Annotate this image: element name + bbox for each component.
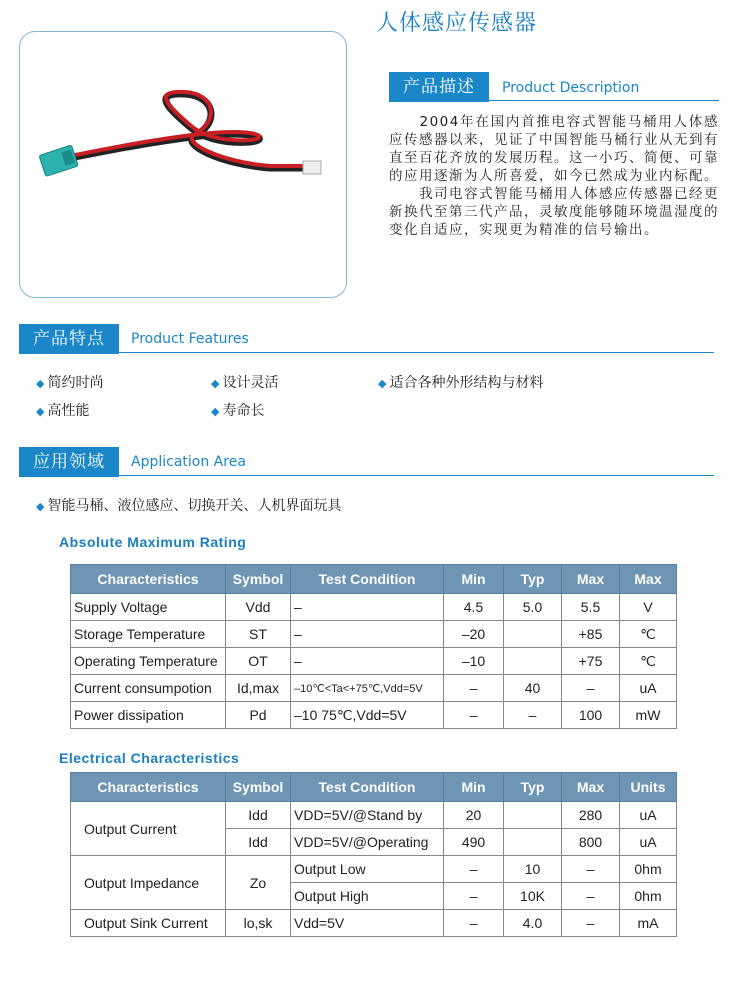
page-title: 人体感应传感器 bbox=[376, 11, 538, 36]
description-tab: 产品描述 bbox=[389, 72, 489, 102]
description-paragraph-1: 2004年在国内首推电容式智能马桶用人体感应传感器以来，见证了中国智能马桶行业从无到有直至百花齐放的发展历程。这一小巧、简便、可靠的应用逐渐为人所喜爱，如今已然成为业内标配。 bbox=[389, 114, 719, 184]
column-header: Characteristics bbox=[71, 565, 226, 594]
cell: Id,max bbox=[226, 675, 291, 702]
cell: +75 bbox=[562, 648, 620, 675]
cell: – bbox=[562, 883, 620, 910]
description-paragraph-2: 我司电容式智能马桶用人体感应传感器已经更新换代至第三代产品，灵敏度能够随环境温湿度的变化自适应，实现更为精准的信号输出。 bbox=[389, 186, 719, 238]
cell bbox=[504, 829, 562, 856]
cell: Vdd=5V bbox=[291, 910, 444, 937]
cell: Output High bbox=[291, 883, 444, 910]
cell: 10 bbox=[504, 856, 562, 883]
divider bbox=[19, 352, 714, 353]
cell: VDD=5V/@Operating bbox=[291, 829, 444, 856]
cell: 100 bbox=[562, 702, 620, 729]
divider bbox=[19, 475, 714, 476]
diamond-bullet-icon: ◆ bbox=[36, 377, 45, 390]
cell: 5.5 bbox=[562, 594, 620, 621]
cell: 280 bbox=[562, 802, 620, 829]
cell bbox=[504, 802, 562, 829]
cell: ℃ bbox=[620, 621, 677, 648]
cell: –10 75℃,Vdd=5V bbox=[291, 702, 444, 729]
cell: Output Current bbox=[71, 802, 226, 856]
column-header: Max bbox=[562, 773, 620, 802]
column-header: Min bbox=[444, 565, 504, 594]
features-en-heading: Product Features bbox=[131, 331, 249, 347]
cell: Output Impedance bbox=[71, 856, 226, 910]
table-row bbox=[71, 910, 677, 937]
description-text bbox=[389, 113, 719, 239]
application-item: ◆ 智能马桶、液位感应、切换开关、人机界面玩具 bbox=[36, 498, 342, 514]
abs-rating-title: Absolute Maximum Rating bbox=[59, 534, 247, 550]
cell: 20 bbox=[444, 802, 504, 829]
table-header-row bbox=[71, 565, 677, 594]
cell: ST bbox=[226, 621, 291, 648]
table-row bbox=[71, 675, 677, 702]
cell: lo,sk bbox=[226, 910, 291, 937]
cell: –10 bbox=[444, 648, 504, 675]
column-header: Test Condition bbox=[291, 773, 444, 802]
table-row bbox=[71, 648, 677, 675]
cell: 40 bbox=[504, 675, 562, 702]
cell: – bbox=[504, 702, 562, 729]
cell: Output Sink Current bbox=[71, 910, 226, 937]
cell: Supply Voltage bbox=[71, 594, 226, 621]
cell: – bbox=[562, 675, 620, 702]
feature-item: ◆ 适合各种外形结构与材料 bbox=[378, 375, 544, 391]
column-header: Max bbox=[620, 565, 677, 594]
description-en-heading: Product Description bbox=[502, 80, 640, 96]
cell: uA bbox=[620, 675, 677, 702]
cell: – bbox=[444, 675, 504, 702]
column-header: Symbol bbox=[226, 773, 291, 802]
column-header: Test Condition bbox=[291, 565, 444, 594]
features-tab: 产品特点 bbox=[19, 324, 119, 354]
cell: Current consumpotion bbox=[71, 675, 226, 702]
column-header: Max bbox=[562, 565, 620, 594]
cell: 5.0 bbox=[504, 594, 562, 621]
table-row bbox=[71, 856, 677, 883]
column-header: Characteristics bbox=[71, 773, 226, 802]
elec-title: Electrical Characteristics bbox=[59, 750, 240, 766]
diamond-bullet-icon: ◆ bbox=[211, 377, 220, 390]
cell: – bbox=[444, 910, 504, 937]
application-en-heading: Application Area bbox=[131, 454, 246, 470]
cell: Storage Temperature bbox=[71, 621, 226, 648]
feature-item: ◆ 高性能 bbox=[36, 403, 90, 419]
cell: 0hm bbox=[620, 883, 677, 910]
cell: 4.0 bbox=[504, 910, 562, 937]
table-row bbox=[71, 802, 677, 829]
feature-item: ◆ 简约时尚 bbox=[36, 375, 104, 391]
cell: VDD=5V/@Stand by bbox=[291, 802, 444, 829]
cell: –20 bbox=[444, 621, 504, 648]
cell: OT bbox=[226, 648, 291, 675]
column-header: Typ bbox=[504, 565, 562, 594]
column-header: Min bbox=[444, 773, 504, 802]
table-row bbox=[71, 702, 677, 729]
abs-rating-table bbox=[70, 564, 677, 729]
cell: Pd bbox=[226, 702, 291, 729]
cell: Power dissipation bbox=[71, 702, 226, 729]
diamond-bullet-icon: ◆ bbox=[36, 405, 45, 418]
table-header-row bbox=[71, 773, 677, 802]
divider bbox=[389, 100, 719, 101]
cell: 4.5 bbox=[444, 594, 504, 621]
cell: Output Low bbox=[291, 856, 444, 883]
cell: ℃ bbox=[620, 648, 677, 675]
cell: 10K bbox=[504, 883, 562, 910]
cell: mW bbox=[620, 702, 677, 729]
cell: Operating Temperature bbox=[71, 648, 226, 675]
cell: +85 bbox=[562, 621, 620, 648]
cell: 800 bbox=[562, 829, 620, 856]
cell: –10℃<Ta<+75℃,Vdd=5V bbox=[291, 675, 444, 702]
cell: uA bbox=[620, 829, 677, 856]
cell: Idd bbox=[226, 829, 291, 856]
cell bbox=[504, 648, 562, 675]
diamond-bullet-icon: ◆ bbox=[36, 500, 45, 513]
diamond-bullet-icon: ◆ bbox=[378, 377, 387, 390]
cell: – bbox=[291, 648, 444, 675]
cell: mA bbox=[620, 910, 677, 937]
cell: – bbox=[444, 856, 504, 883]
table-row bbox=[71, 621, 677, 648]
cell: Zo bbox=[226, 856, 291, 910]
cell: – bbox=[562, 910, 620, 937]
cell: – bbox=[562, 856, 620, 883]
cell: uA bbox=[620, 802, 677, 829]
cell: Idd bbox=[226, 802, 291, 829]
cell: – bbox=[444, 883, 504, 910]
cell: V bbox=[620, 594, 677, 621]
table-row bbox=[71, 594, 677, 621]
cell: – bbox=[444, 702, 504, 729]
cell: – bbox=[291, 621, 444, 648]
feature-item: ◆ 寿命长 bbox=[211, 403, 265, 419]
sensor-cable-image bbox=[20, 32, 346, 297]
application-tab: 应用领域 bbox=[19, 447, 119, 477]
cell bbox=[504, 621, 562, 648]
elec-table bbox=[70, 772, 677, 937]
cell: 0hm bbox=[620, 856, 677, 883]
cell: Vdd bbox=[226, 594, 291, 621]
diamond-bullet-icon: ◆ bbox=[211, 405, 220, 418]
column-header: Typ bbox=[504, 773, 562, 802]
column-header: Symbol bbox=[226, 565, 291, 594]
cell: – bbox=[291, 594, 444, 621]
cell: 490 bbox=[444, 829, 504, 856]
feature-item: ◆ 设计灵活 bbox=[211, 375, 279, 391]
column-header: Units bbox=[620, 773, 677, 802]
product-photo bbox=[19, 31, 347, 298]
